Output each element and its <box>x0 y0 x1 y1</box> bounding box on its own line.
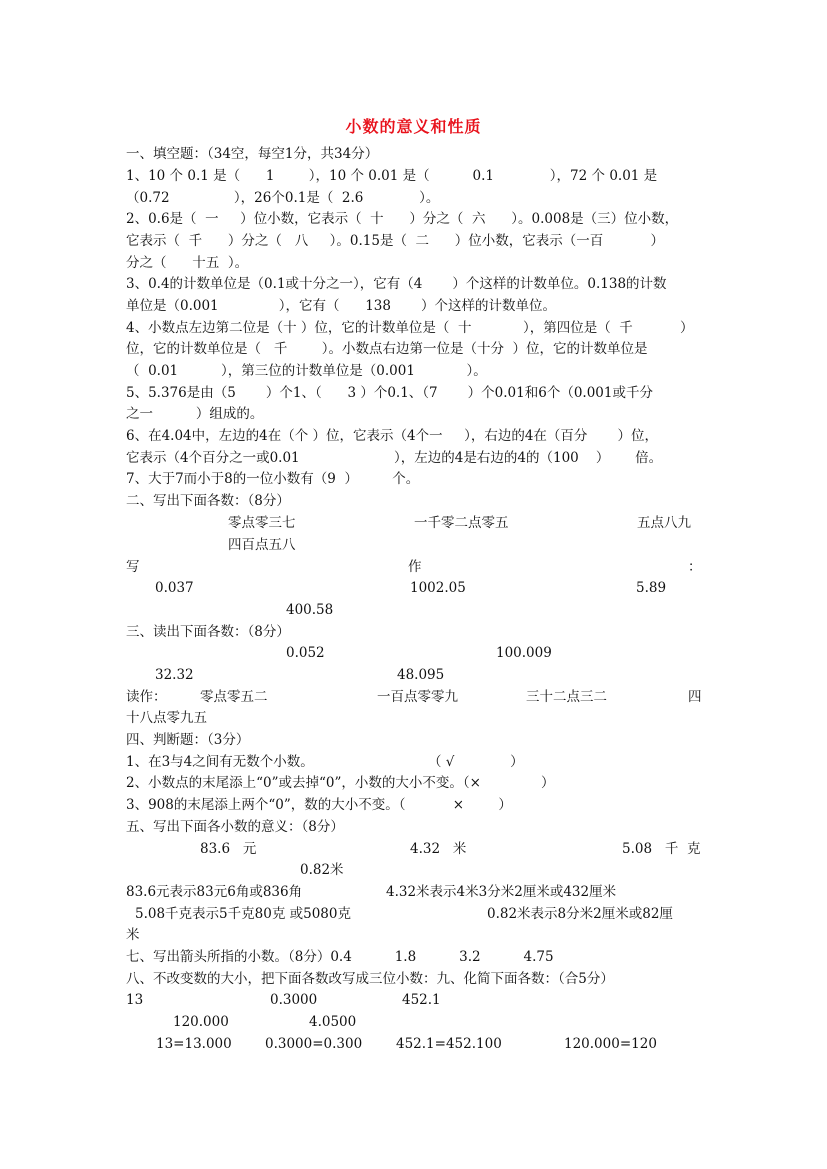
question-line: （ 0.01 ），第三位的计数单位是（0.001 ）。 <box>126 363 487 379</box>
section7-line: 七、写出箭头所指的小数。（8分）0.4 1.8 3.2 4.75 <box>126 949 554 965</box>
judge-question: 1、在3与4之间有无数个小数。 <box>126 754 314 770</box>
write-label: ： <box>688 559 702 575</box>
given-number: 4.0500 <box>309 1014 357 1030</box>
question-line: 位，它的计数单位是（ 千 ）。小数点右边第一位是（十分 ）位，它的计数单位是 <box>126 341 648 357</box>
write-label: 写 <box>126 559 140 575</box>
section2-heading: 二、写出下面各数：（8分） <box>126 493 290 509</box>
section4-heading: 四、判断题：（3分） <box>126 732 250 748</box>
section3-heading: 三、读出下面各数：（8分） <box>126 624 290 640</box>
measure-number: 83.6 元 <box>200 841 257 857</box>
question-line: 7、大于7而小于8的一位小数有（9 ） 个。 <box>126 471 420 487</box>
section8-line: 八、不改变数的大小，把下面各数改写成三位小数：九、化简下面各数：（合5分） <box>126 971 614 987</box>
number-word: 零点零三七 <box>228 515 296 531</box>
question-line: 2、0.6是（ 一 ）位小数，它表示（ 十 ）分之（ 六 ）。0.008是（三）位小数， <box>126 211 679 227</box>
section1-heading: 一、填空题：（34空，每空1分，共34分） <box>126 146 379 162</box>
question-line: 之一 ）组成的。 <box>126 406 264 422</box>
question-line: 它表示（ 千 ）分之（ 八 ）。0.15是（ 二 ）位小数，它表示（一百 ） <box>126 233 665 249</box>
measure-number: 0.82米 <box>300 862 344 878</box>
given-number: 0.3000 <box>270 992 318 1008</box>
given-number: 452.1 <box>402 992 441 1008</box>
read-answer: 一百点零零九 <box>377 689 458 705</box>
question-line: 5、5.376是由（5 ）个1、（ 3 ）个0.1、（7 ）个0.01和6个（0.001或千分 <box>126 385 653 401</box>
rewrite-answer: 0.3000=0.300 <box>265 1036 363 1052</box>
measure-number: 4.32 米 <box>410 841 467 857</box>
question-line: 1、10 个 0.1 是（ 1 ），10 个 0.01 是（ 0.1 ），72 个 0.01 是 <box>126 168 658 184</box>
given-number: 13 <box>126 992 144 1008</box>
measure-number: 5.08 千 克 <box>622 841 701 857</box>
write-label: 作 <box>408 559 422 575</box>
given-number: 32.32 <box>155 667 194 683</box>
rewrite-answer: 120.000=120 <box>564 1036 657 1052</box>
answer-number: 0.037 <box>155 580 194 596</box>
given-number: 100.009 <box>496 645 552 661</box>
given-number: 48.095 <box>397 667 445 683</box>
measure-meaning: 83.6元表示83元6角或836角 <box>126 884 303 900</box>
number-word: 一千零二点零五 <box>414 515 509 531</box>
judge-question: 3、908的末尾添上两个“0”，数的大小不变。（ × ） <box>126 797 512 813</box>
read-label: 读作： <box>126 689 167 705</box>
given-number: 120.000 <box>173 1014 229 1030</box>
question-line: （0.72 ），26个0.1是（ 2.6 ）。 <box>126 190 440 206</box>
question-line: 6、在4.04中，左边的4在（个 ）位，它表示（4个一 ），右边的4在（百分 ）位， <box>126 428 658 444</box>
rewrite-answer: 13=13.000 <box>156 1036 232 1052</box>
read-answer: 十八点零九五 <box>126 710 207 726</box>
measure-meaning: 米 <box>126 927 140 943</box>
page-title: 小数的意义和性质 <box>345 117 482 136</box>
measure-meaning: 5.08千克表示5千克80克 或5080克 <box>135 906 351 922</box>
answer-number: 1002.05 <box>410 580 466 596</box>
measure-meaning: 4.32米表示4米3分米2厘米或432厘米 <box>386 884 617 900</box>
rewrite-answer: 452.1=452.100 <box>396 1036 502 1052</box>
answer-number: 5.89 <box>636 580 667 596</box>
measure-meaning: 0.82米表示8分米2厘米或82厘 <box>487 906 673 922</box>
section5-heading: 五、写出下面各小数的意义：（8分） <box>126 819 344 835</box>
question-line: 单位是（0.001 ），它有（ 138 ）个这样的计数单位。 <box>126 298 557 314</box>
number-word: 五点八九 <box>637 515 691 531</box>
question-line: 3、0.4的计数单位是（0.1或十分之一），它有（4 ）个这样的计数单位。0.138的计数 <box>126 276 667 292</box>
read-answer: 四 <box>688 689 702 705</box>
question-line: 分之（ 十五 ）。 <box>126 255 249 271</box>
number-word: 四百点五八 <box>228 537 296 553</box>
question-line: 它表示（4个百分之一或0.01 ），左边的4是右边的4的（100 ） 倍。 <box>126 450 663 466</box>
judge-answer: （ √ ） <box>428 754 524 770</box>
judge-question: 2、小数点的末尾添上“0”或去掉“0”，小数的大小不变。（× ） <box>126 775 555 791</box>
question-line: 4、小数点左边第二位是（十 ）位，它的计数单位是（ 十 ），第四位是（ 千 ） <box>126 320 694 336</box>
given-number: 0.052 <box>286 645 325 661</box>
read-answer: 零点零五二 <box>200 689 268 705</box>
read-answer: 三十二点三二 <box>526 689 607 705</box>
answer-number: 400.58 <box>286 602 334 618</box>
